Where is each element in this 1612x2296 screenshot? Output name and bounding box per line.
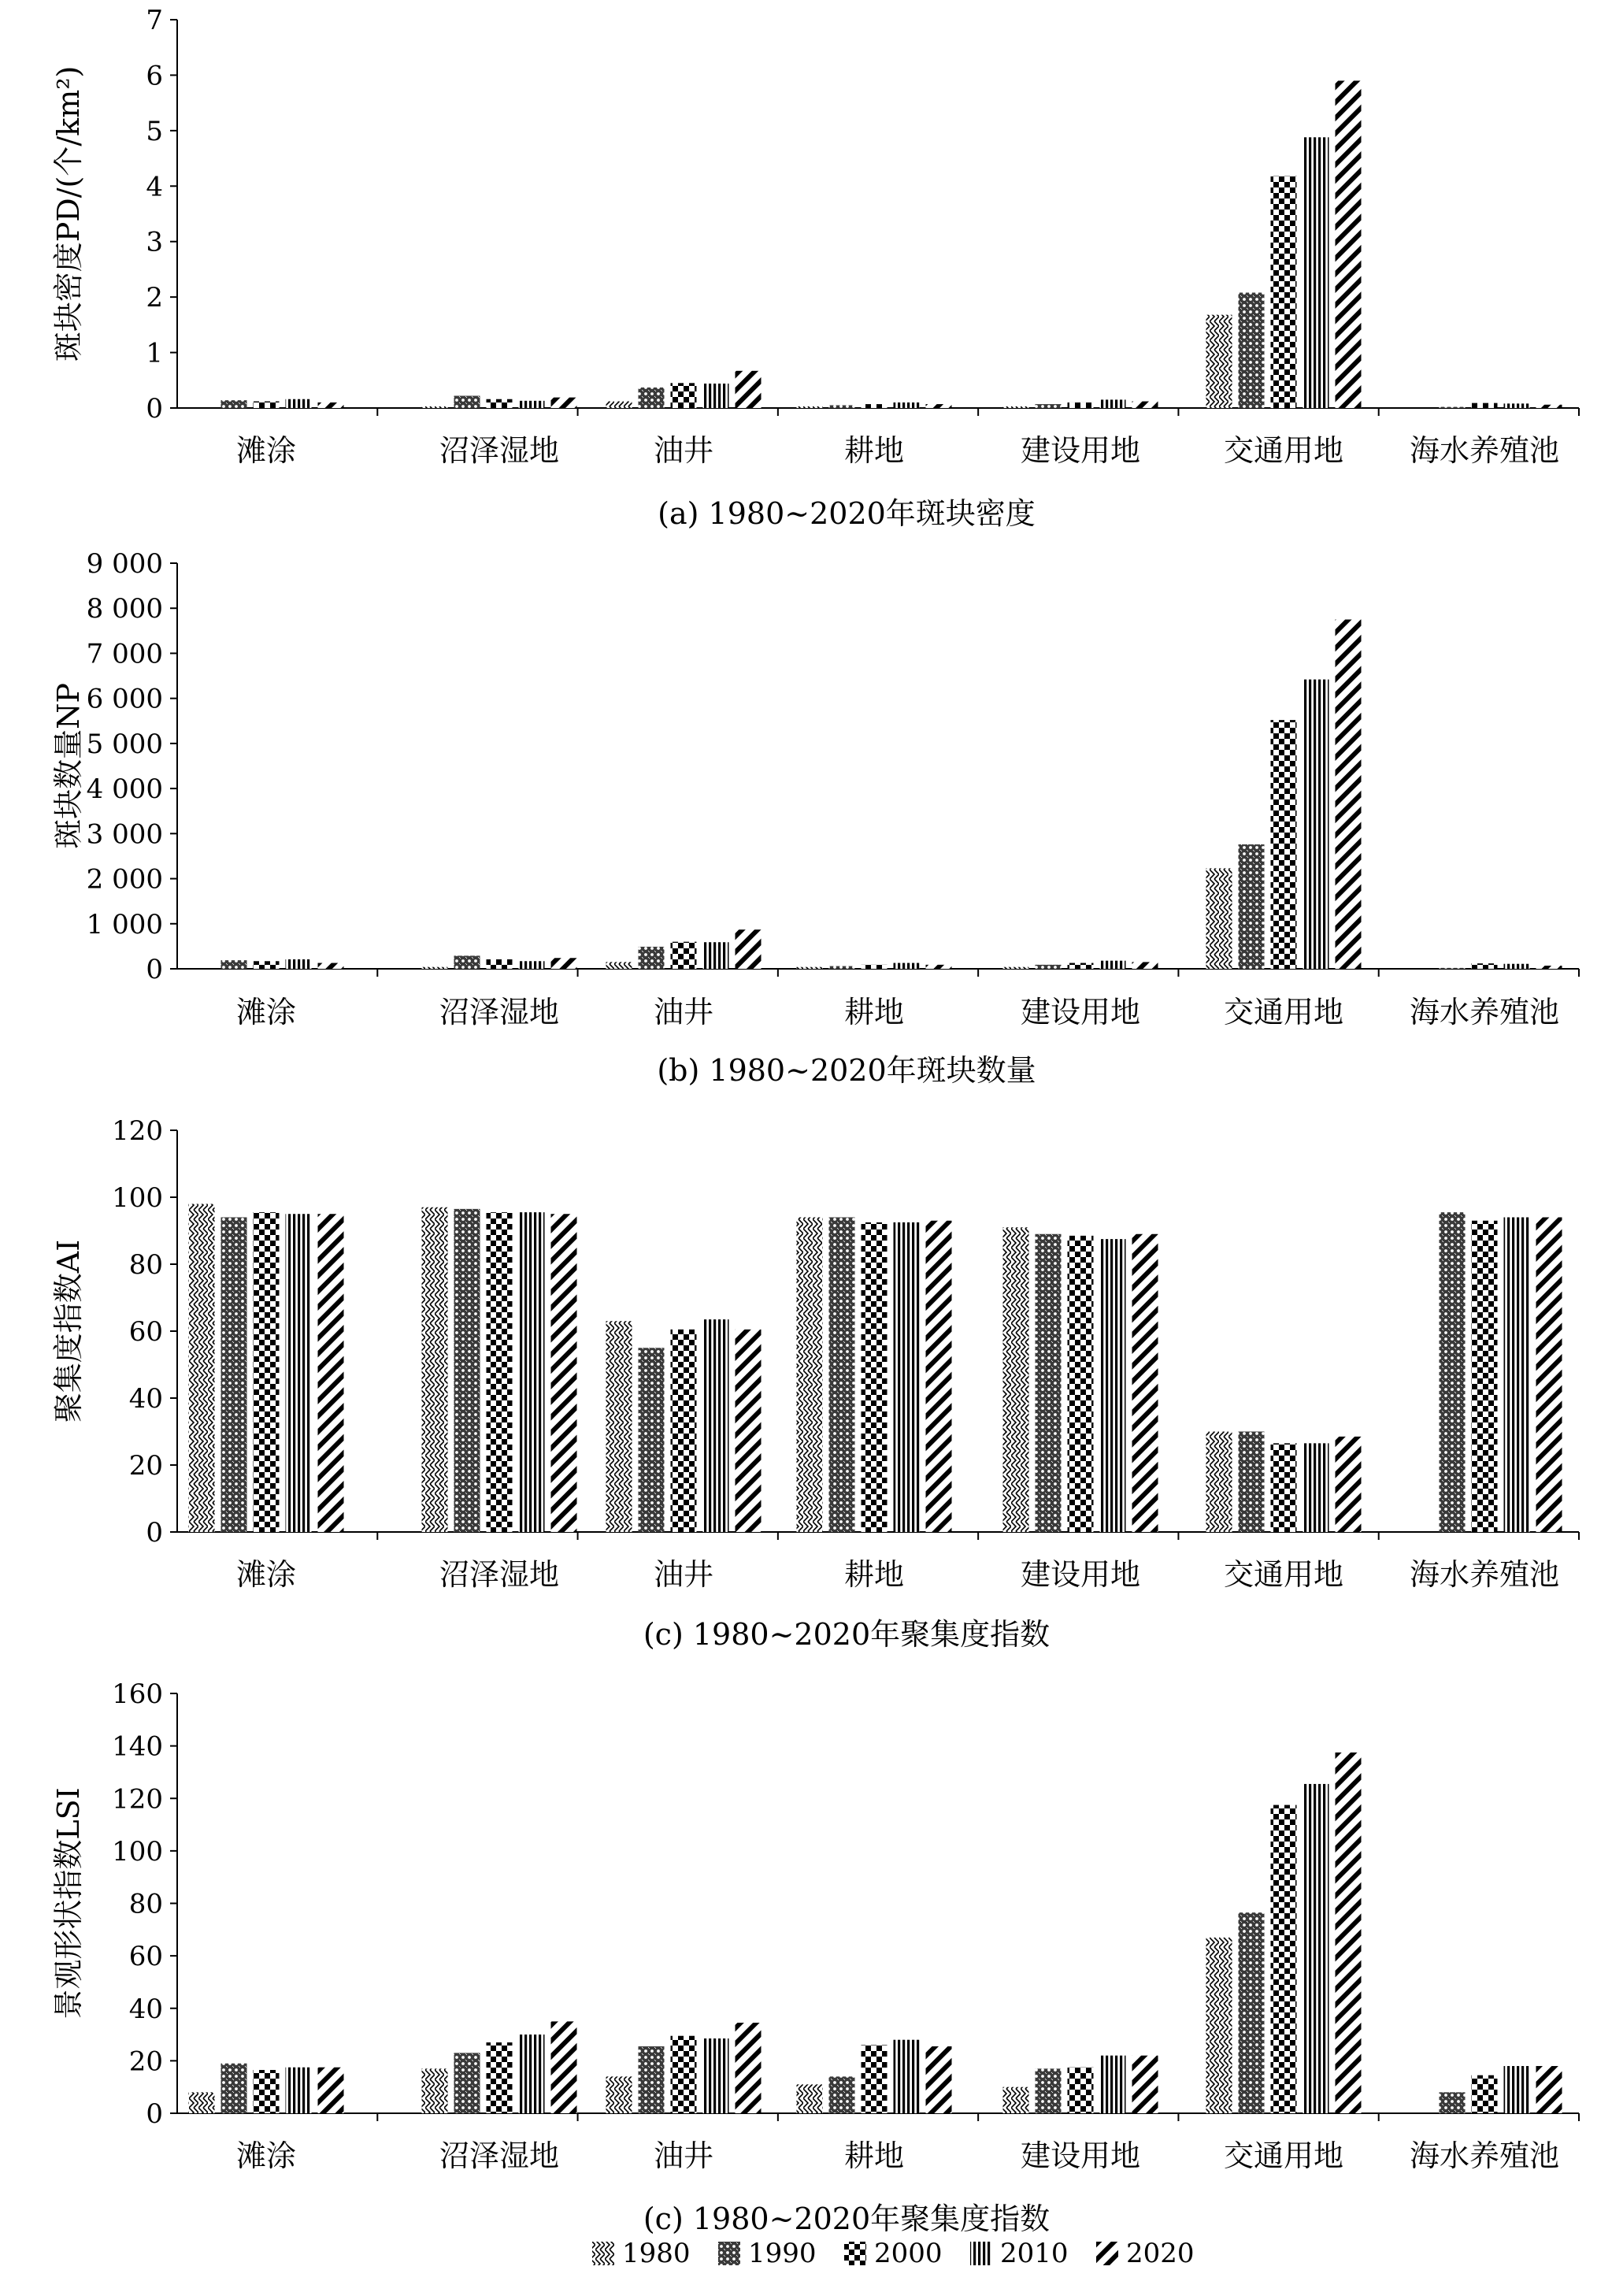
bar-1980-0 [189, 1204, 215, 1533]
y-tick-label: 60 [128, 1316, 163, 1348]
bar-2020-2 [736, 371, 762, 408]
bar-1990-2 [639, 1348, 665, 1532]
bar-2010-1 [519, 1212, 545, 1532]
chart-caption: (c) 1980~2020年聚集度指数 [643, 2201, 1051, 2236]
y-axis-label: 斑块数量NP [51, 683, 86, 849]
y-tick-label: 100 [112, 1835, 163, 1868]
bar-1990-3 [829, 2076, 855, 2113]
category-label: 建设用地 [1020, 1557, 1141, 1592]
bar-1990-0 [221, 400, 247, 408]
bar-1980-3 [797, 2084, 823, 2113]
bar-2000-2 [671, 2036, 697, 2113]
category-label: 耕地 [843, 995, 905, 1029]
bar-2020-6 [1536, 2066, 1562, 2113]
y-axis-label: 聚集度指数AI [51, 1239, 86, 1423]
bar-2010-3 [894, 963, 920, 969]
bar-2020-3 [926, 965, 952, 969]
bar-1980-3 [797, 967, 823, 969]
category-label: 耕地 [843, 2138, 905, 2173]
bar-2020-0 [318, 2068, 344, 2113]
bar-2020-1 [551, 958, 577, 969]
y-tick-label: 80 [128, 1888, 163, 1920]
bar-2010-1 [519, 401, 545, 408]
y-tick-label: 20 [128, 1450, 163, 1482]
y-tick-label: 40 [128, 1993, 163, 2025]
category-label: 油井 [653, 1557, 714, 1592]
bar-1990-3 [829, 1218, 855, 1533]
y-tick-label: 5 000 [86, 728, 163, 760]
bar-2000-3 [862, 2045, 888, 2113]
bar-2010-3 [894, 2040, 920, 2113]
legend-label-2010: 2010 [1000, 2238, 1069, 2269]
bar-1990-3 [829, 405, 855, 408]
bar-1990-1 [454, 1209, 480, 1532]
bar-2010-0 [286, 2068, 312, 2113]
bar-2000-5 [1271, 176, 1297, 408]
category-label: 海水养殖池 [1409, 2138, 1560, 2173]
category-label: 沼泽湿地 [439, 433, 560, 468]
bar-2000-3 [862, 1222, 888, 1532]
category-label: 沼泽湿地 [439, 2138, 560, 2173]
category-label: 交通用地 [1223, 1557, 1344, 1592]
category-label: 交通用地 [1223, 433, 1344, 468]
legend-label-1990: 1990 [748, 2238, 817, 2269]
bar-1990-0 [221, 2064, 247, 2113]
legend-swatch-2010 [970, 2242, 992, 2265]
category-label: 滩涂 [235, 1557, 297, 1592]
y-tick-label: 3 [146, 226, 163, 258]
y-tick-label: 100 [112, 1182, 163, 1214]
bar-2000-0 [254, 1212, 280, 1532]
bar-2000-4 [1068, 1236, 1094, 1532]
category-label: 滩涂 [235, 2138, 297, 2173]
y-tick-label: 2 000 [86, 863, 163, 896]
bar-2020-4 [1132, 2056, 1158, 2113]
chart-landscape-shape-index [51, 1678, 1579, 2236]
chart-patch-number [51, 548, 1579, 1088]
y-tick-label: 0 [146, 1517, 163, 1549]
category-label: 滩涂 [235, 995, 297, 1029]
y-tick-label: 7 [146, 5, 163, 36]
bar-2000-5 [1271, 1443, 1297, 1532]
bar-2000-6 [1472, 963, 1498, 969]
y-tick-label: 5 [146, 115, 163, 147]
chart-patch-density [51, 5, 1579, 531]
bar-1980-4 [1003, 2087, 1029, 2113]
y-tick-label: 120 [112, 1783, 163, 1816]
bar-1990-0 [221, 960, 247, 969]
bar-2020-4 [1132, 962, 1158, 969]
chart-caption: (a) 1980~2020年斑块密度 [658, 496, 1036, 531]
bar-1990-5 [1239, 293, 1265, 408]
bar-2020-5 [1336, 620, 1362, 969]
bar-2010-0 [286, 399, 312, 408]
y-tick-label: 6 000 [86, 683, 163, 715]
bar-2000-4 [1068, 963, 1094, 969]
legend-swatch-2020 [1096, 2242, 1118, 2265]
bar-2020-5 [1336, 1437, 1362, 1532]
bar-2000-0 [254, 2070, 280, 2113]
bar-2010-4 [1100, 961, 1126, 969]
bar-1980-1 [422, 1207, 448, 1532]
bar-2010-4 [1100, 399, 1126, 408]
y-tick-label: 3 000 [86, 818, 163, 851]
bar-2020-5 [1336, 1753, 1362, 2113]
bar-2020-6 [1536, 966, 1562, 969]
bar-1980-3 [797, 1218, 823, 1533]
bar-1980-3 [797, 406, 823, 408]
bar-1980-4 [1003, 1227, 1029, 1532]
category-label: 海水养殖池 [1409, 995, 1560, 1029]
bar-1990-4 [1036, 1234, 1062, 1532]
bar-2020-0 [318, 963, 344, 969]
category-label: 耕地 [843, 433, 905, 468]
y-tick-label: 4 [146, 171, 163, 203]
bar-2010-5 [1303, 1784, 1329, 2113]
y-tick-label: 1 000 [86, 908, 163, 940]
bar-2010-5 [1303, 680, 1329, 969]
legend [592, 2238, 1195, 2269]
bar-1980-1 [422, 967, 448, 969]
y-tick-label: 0 [146, 393, 163, 425]
bar-1980-5 [1206, 1432, 1232, 1533]
bar-2000-0 [254, 402, 280, 408]
bar-1990-6 [1440, 407, 1466, 408]
bar-2000-6 [1472, 2075, 1498, 2113]
bar-1980-5 [1206, 868, 1232, 969]
bar-2000-3 [862, 965, 888, 969]
bar-2010-0 [286, 1214, 312, 1532]
bar-2000-2 [671, 383, 697, 408]
bar-2010-2 [703, 384, 729, 408]
bar-2010-2 [703, 1319, 729, 1532]
bar-2020-6 [1536, 1218, 1562, 1533]
bar-1990-4 [1036, 965, 1062, 969]
bar-2020-2 [736, 2023, 762, 2113]
y-tick-label: 160 [112, 1678, 163, 1710]
y-tick-label: 2 [146, 282, 163, 314]
bar-2000-5 [1271, 720, 1297, 969]
legend-label-2020: 2020 [1126, 2238, 1195, 2269]
y-tick-label: 4 000 [86, 773, 163, 806]
y-tick-label: 80 [128, 1249, 163, 1281]
bar-1980-2 [606, 962, 632, 969]
bar-2020-5 [1336, 80, 1362, 408]
bar-2000-2 [671, 1330, 697, 1532]
y-tick-label: 7 000 [86, 638, 163, 670]
chart-caption: (c) 1980~2020年聚集度指数 [643, 1617, 1051, 1652]
bar-1980-0 [189, 2092, 215, 2113]
category-label: 建设用地 [1020, 2138, 1141, 2173]
category-label: 油井 [653, 433, 714, 468]
bar-2010-2 [703, 942, 729, 969]
bar-2010-5 [1303, 137, 1329, 408]
legend-swatch-1990 [718, 2242, 740, 2265]
bar-2010-2 [703, 2038, 729, 2113]
bar-1990-1 [454, 2053, 480, 2113]
bar-2010-4 [1100, 1239, 1126, 1532]
bar-2000-4 [1068, 402, 1094, 408]
bar-2020-3 [926, 1221, 952, 1532]
bar-2020-2 [736, 929, 762, 969]
bar-1980-1 [422, 2068, 448, 2113]
bar-2010-1 [519, 2035, 545, 2113]
bar-1990-6 [1440, 1212, 1466, 1532]
legend-label-2000: 2000 [874, 2238, 943, 2269]
legend-swatch-2000 [844, 2242, 866, 2265]
y-tick-label: 120 [112, 1115, 163, 1147]
bar-2010-6 [1504, 1218, 1530, 1533]
bar-1990-6 [1440, 2092, 1466, 2113]
bar-1990-2 [639, 947, 665, 969]
bar-2020-2 [736, 1330, 762, 1532]
bar-2010-3 [894, 1222, 920, 1532]
y-tick-label: 40 [128, 1383, 163, 1415]
bar-1980-4 [1003, 406, 1029, 408]
bar-1980-5 [1206, 315, 1232, 408]
bar-1990-4 [1036, 404, 1062, 408]
bar-1990-0 [221, 1218, 247, 1533]
legend-swatch-1980 [592, 2242, 614, 2265]
bar-1990-2 [639, 2046, 665, 2113]
category-label: 油井 [653, 2138, 714, 2173]
y-tick-label: 0 [146, 2098, 163, 2130]
category-label: 海水养殖池 [1409, 1557, 1560, 1592]
bar-1990-5 [1239, 844, 1265, 969]
bar-1980-2 [606, 2076, 632, 2113]
bar-2010-5 [1303, 1443, 1329, 1532]
bar-1990-2 [639, 388, 665, 408]
bar-1980-2 [606, 1321, 632, 1532]
bar-1990-5 [1239, 1912, 1265, 2113]
y-tick-label: 6 [146, 60, 163, 92]
bar-2020-4 [1132, 1234, 1158, 1532]
bar-2000-1 [487, 1212, 513, 1532]
bar-2010-6 [1504, 403, 1530, 408]
bar-1990-3 [829, 966, 855, 969]
bar-1980-5 [1206, 1938, 1232, 2113]
y-tick-label: 140 [112, 1730, 163, 1763]
bar-2010-1 [519, 961, 545, 969]
bar-2000-4 [1068, 2068, 1094, 2113]
bar-2000-1 [487, 399, 513, 408]
category-label: 沼泽湿地 [439, 1557, 560, 1592]
bar-2000-1 [487, 959, 513, 969]
bar-1990-4 [1036, 2068, 1062, 2113]
bar-1980-4 [1003, 967, 1029, 969]
bar-2020-6 [1536, 405, 1562, 408]
category-label: 耕地 [843, 1557, 905, 1592]
chart-caption: (b) 1980~2020年斑块数量 [657, 1053, 1036, 1088]
bar-1990-1 [454, 955, 480, 969]
bar-2000-3 [862, 404, 888, 408]
bar-2020-0 [318, 402, 344, 408]
bar-2020-4 [1132, 402, 1158, 408]
y-tick-label: 8 000 [86, 593, 163, 625]
category-label: 交通用地 [1223, 995, 1344, 1029]
bar-2010-6 [1504, 2066, 1530, 2113]
bar-2020-3 [926, 404, 952, 408]
y-axis-label: 斑块密度PD/(个/km²) [51, 65, 86, 362]
bar-2000-1 [487, 2042, 513, 2113]
bar-1980-2 [606, 402, 632, 408]
bar-1990-5 [1239, 1432, 1265, 1533]
bar-2020-0 [318, 1214, 344, 1532]
bar-2010-3 [894, 402, 920, 408]
chart-aggregation-index [51, 1115, 1579, 1652]
bar-2010-4 [1100, 2056, 1126, 2113]
legend-label-1980: 1980 [622, 2238, 691, 2269]
category-label: 沼泽湿地 [439, 995, 560, 1029]
bar-2000-6 [1472, 1221, 1498, 1532]
category-label: 油井 [653, 995, 714, 1029]
y-tick-label: 9 000 [86, 548, 163, 580]
category-label: 建设用地 [1020, 995, 1141, 1029]
bar-2010-0 [286, 959, 312, 969]
bar-2000-0 [254, 961, 280, 969]
bar-2000-6 [1472, 403, 1498, 408]
bar-1980-1 [422, 406, 448, 408]
y-tick-label: 60 [128, 1941, 163, 1973]
bar-2020-1 [551, 398, 577, 408]
category-label: 滩涂 [235, 433, 297, 468]
category-label: 海水养殖池 [1409, 433, 1560, 468]
bar-2010-6 [1504, 964, 1530, 969]
bar-2020-1 [551, 2021, 577, 2113]
category-label: 交通用地 [1223, 2138, 1344, 2173]
y-axis-label: 景观形状指数LSI [51, 1787, 86, 2020]
bar-2000-5 [1271, 1805, 1297, 2113]
y-tick-label: 1 [146, 337, 163, 369]
bar-1990-1 [454, 396, 480, 408]
bar-1990-6 [1440, 968, 1466, 969]
bar-2020-1 [551, 1214, 577, 1532]
bar-2020-3 [926, 2046, 952, 2113]
bar-2000-2 [671, 942, 697, 969]
y-tick-label: 20 [128, 2046, 163, 2078]
category-label: 建设用地 [1020, 433, 1141, 468]
y-tick-label: 0 [146, 954, 163, 985]
